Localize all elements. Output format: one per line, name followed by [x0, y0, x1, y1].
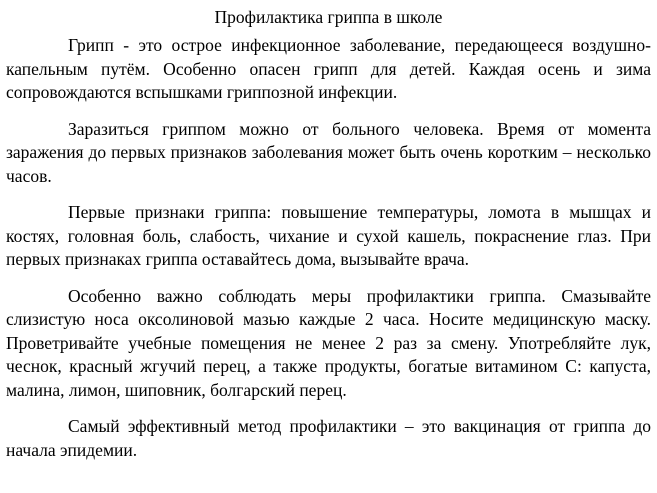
- paragraph-flu-definition: Грипп - это острое инфекционное заболевание, передающееся воздушно-капельным путём. Особенно опасен грипп для детей. Каждая осень и зима сопровождаются вспышками гриппозной инфекции.: [6, 35, 651, 102]
- paragraph-prevention-measures: Особенно важно соблюдать меры профилактики гриппа. Смазывайте слизистую носа оксолиновой мазью каждые 2 часа. Носите медицинскую маску. Проветривайте учебные помещения не менее 2 раз за смену. Употребляйте лук, чеснок, красный жгучий перец, а также продукты, богатые витамином С: капуста, малина, лимон, шиповник, болгарский перец.: [6, 285, 651, 400]
- document-title: Профилактика гриппа в школе: [214, 7, 443, 27]
- paragraph-infection-source: Заразиться гриппом можно от больного человека. Время от момента заражения до первых признаков заболевания может быть очень коротким – несколько часов.: [6, 118, 651, 186]
- paragraph-first-symptoms: Первые признаки гриппа: повышение температуры, ломота в мышцах и костях, головная боль, слабость, чихание и сухой кашель, покраснение глаз. При первых признаках гриппа оставайтесь дома, вызывайте врача.: [6, 202, 651, 269]
- paragraph-vaccination: Самый эффективный метод профилактики – это вакцинация от гриппа до начала эпидемии.: [6, 416, 651, 460]
